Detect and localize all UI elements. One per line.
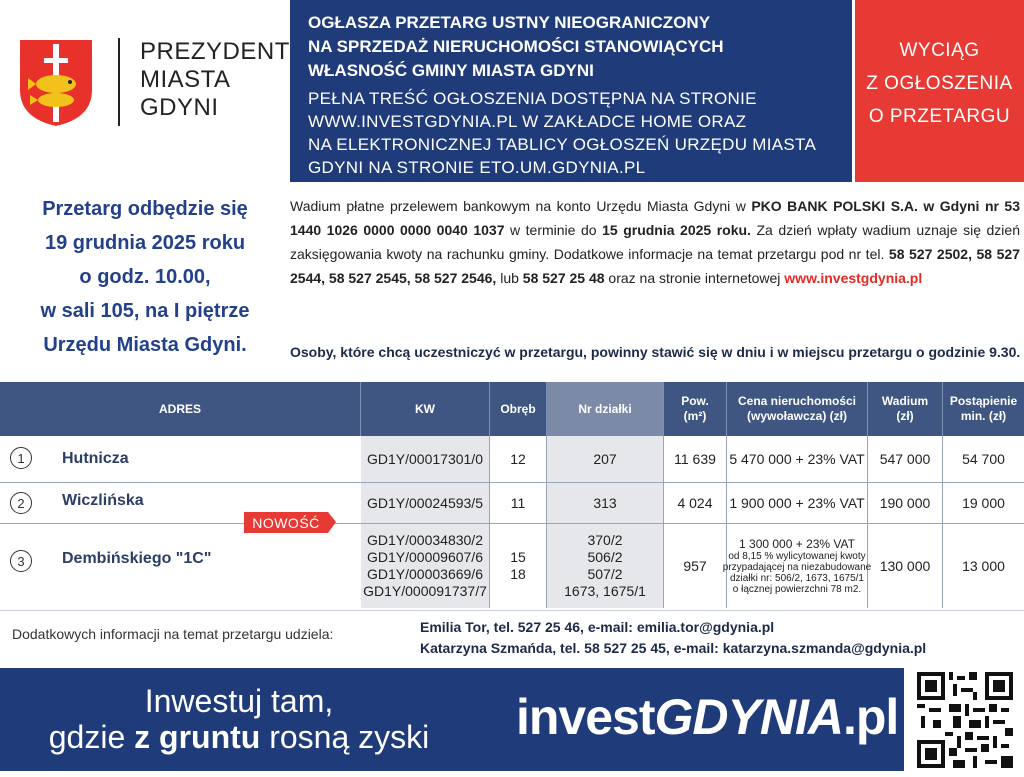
address: Hutnicza — [62, 450, 129, 467]
kw-number: GD1Y/00009607/6 — [367, 549, 483, 565]
event-line-2: 19 grudnia 2025 roku — [44, 232, 246, 254]
excerpt-line-3: O PRZETARGU — [868, 106, 1011, 127]
price-note: od 8,15 % wylicytowanej kwoty — [728, 551, 866, 562]
min-increment: 19 000 — [962, 495, 1005, 511]
contact-person-1[interactable]: Emilia Tor, tel. 527 25 46, e-mail: emilia.tor@gdynia.pl — [420, 619, 775, 635]
phone-number-last: 58 527 25 48 — [522, 270, 605, 286]
plot-number: 1673, 1675/1 — [564, 583, 646, 599]
deposit: 190 000 — [868, 483, 943, 523]
plot-numbers — [547, 524, 664, 608]
excerpt-line-1: WYCIĄG — [899, 40, 980, 61]
kw-number: GD1Y/00017301/0 — [361, 436, 490, 482]
address: Dembińskiego "1C" — [62, 550, 212, 567]
kw-number: GD1Y/00024593/5 — [361, 483, 490, 523]
table-row — [0, 483, 1024, 524]
col-header-kw: KW — [361, 382, 490, 436]
area: 11 639 — [664, 436, 727, 482]
table-row — [0, 524, 1024, 608]
event-line-5: Urzędu Miasta Gdyni. — [43, 334, 247, 356]
deposit: 547 000 — [868, 436, 943, 482]
col-header-wadium — [868, 382, 943, 436]
col-header-pow-1: Pow. — [681, 394, 709, 408]
slogan-line-1: Inwestuj tam, — [144, 683, 334, 719]
logo-text — [140, 38, 290, 122]
col-header-dzialka: Nr działki — [547, 382, 664, 436]
brand-part-1: invest — [516, 689, 655, 745]
header-info-line-3: NA ELEKTRONICZNEJ TABLICY OGŁOSZEŃ URZĘDU MIASTA — [308, 135, 817, 154]
kw-number: GD1Y/000091737/7 — [363, 583, 487, 599]
excerpt-line-2: Z OGŁOSZENIA — [866, 73, 1013, 94]
slogan-line-2 — [0, 719, 478, 756]
row-number: 1 — [10, 447, 32, 469]
deposit: 130 000 — [868, 524, 943, 608]
brand-part-3: .pl — [842, 689, 899, 745]
obreb-value: 15 — [510, 549, 526, 565]
event-line-3: o godz. 10.00, — [79, 266, 211, 288]
col-header-pow-2: (m²) — [683, 409, 707, 423]
deposit-deadline: 15 grudnia 2025 roku. — [602, 222, 751, 238]
row-number: 2 — [10, 492, 32, 514]
brand-part-2: GDYNIA — [654, 689, 843, 745]
min-increment: 13 000 — [962, 558, 1005, 574]
excerpt-label-box — [855, 0, 1024, 182]
contact-person-2[interactable]: Katarzyna Szmańda, tel. 58 527 25 45, e-mail: katarzyna.szmanda@gdynia.pl — [420, 640, 927, 656]
col-header-adres: ADRES — [0, 382, 361, 436]
price-note: działki nr: 506/2, 1673, 1675/1 — [730, 573, 864, 584]
col-header-pow — [664, 382, 727, 436]
obreb-value: 18 — [510, 566, 526, 582]
slogan-pre: gdzie — [48, 719, 135, 755]
obreb — [490, 524, 547, 608]
header-title-line-2: NA SPRZEDAŻ NIERUCHOMOŚCI STANOWIĄCYCH — [308, 37, 724, 56]
website-link[interactable]: www.investgdynia.pl — [784, 270, 923, 286]
col-header-postapienie — [943, 382, 1024, 436]
plot-number: 207 — [547, 436, 664, 482]
logo-line-1: PREZYDENT — [140, 38, 290, 65]
col-header-wadium-2: (zł) — [896, 409, 914, 423]
col-header-cena — [727, 382, 868, 436]
col-header-wadium-1: Wadium — [881, 394, 929, 408]
plot-number: 507/2 — [587, 566, 623, 582]
col-header-post-2: min. (zł) — [960, 409, 1007, 423]
event-line-1: Przetarg odbędzie się — [42, 198, 248, 220]
price-note: przypadającej na niezabudowane — [722, 562, 872, 573]
deposit-text-2: w terminie do — [504, 222, 603, 238]
area: 4 024 — [664, 483, 727, 523]
logo-line-3: GDYNI — [140, 94, 219, 121]
phone-numbers: 58 527 2502, 58 527 2544, 58 527 2545, 58 527 2546, — [290, 246, 1020, 286]
obreb: 11 — [490, 483, 547, 523]
logo-line-2: MIASTA — [140, 66, 231, 93]
kw-number: GD1Y/00034830/2 — [367, 532, 483, 548]
deposit-text-1: Wadium płatne przelewem bankowym na konto Urzędu Miasta Gdyni w — [290, 198, 752, 214]
contact-intro: Dodatkowych informacji na temat przetargu udziela: — [12, 626, 334, 642]
deposit-paragraph — [290, 194, 1020, 290]
event-line-4: w sali 105, na I piętrze — [40, 300, 250, 322]
deposit-text-5: oraz na stronie internetowej — [604, 270, 785, 286]
plot-number: 313 — [547, 483, 664, 523]
new-badge-tip — [328, 512, 336, 533]
deposit-info — [290, 194, 1020, 290]
event-info — [14, 192, 276, 362]
bank-account: PKO BANK POLSKI S.A. w Gdyni nr 53 1440 1026 0000 0000 0040 1037 — [290, 198, 1020, 238]
deposit-text-3: Za dzień wpłaty wadium uznaje się dzień zaksięgowania kwoty na rachunku gminy. Dodatkowe informacje na temat przetargu pod nr tel. — [290, 222, 1020, 262]
property-table — [0, 436, 1024, 608]
gdynia-coat-of-arms-icon — [18, 38, 94, 128]
price: 5 470 000 + 23% VAT — [727, 436, 868, 482]
new-badge: NOWOŚĆ — [244, 512, 328, 533]
header-info-line-2: WWW.INVESTGDYNIA.PL W ZAKŁADCE HOME ORAZ — [308, 112, 747, 131]
qr-code-icon[interactable] — [917, 672, 1013, 768]
header-title-line-1: OGŁASZA PRZETARG USTNY NIEOGRANICZONY — [308, 13, 711, 32]
price: 1 900 000 + 23% VAT — [727, 483, 868, 523]
min-increment: 54 700 — [962, 451, 1005, 467]
deposit-text-4: lub — [496, 270, 523, 286]
address: Wiczlińska — [62, 492, 144, 509]
slogan-post: rosną zyski — [260, 719, 430, 755]
attendance-notice: Osoby, które chcą uczestniczyć w przetargu, powinny stawić się w dniu i w miejscu przetargu o godzinie 9.30. — [290, 344, 1021, 360]
logo-divider — [118, 38, 120, 126]
price — [722, 524, 872, 608]
price-note: o łącznej powierzchni 78 m2. — [732, 584, 862, 595]
brand-logo[interactable] — [516, 688, 898, 746]
col-header-cena-2: (wywoławcza) (zł) — [746, 409, 847, 423]
price-value: 1 300 000 + 23% VAT — [739, 537, 855, 551]
header-info-line-4: GDYNI NA STRONIE ETO.UM.GDYNIA.PL — [308, 158, 646, 177]
plot-number: 506/2 — [587, 549, 623, 565]
row-number: 3 — [10, 550, 32, 572]
col-header-cena-1: Cena nieruchomości — [737, 394, 857, 408]
col-header-obreb: Obręb — [490, 382, 547, 436]
kw-number: GD1Y/00003669/6 — [367, 566, 483, 582]
table-row — [0, 436, 1024, 483]
kw-numbers — [361, 524, 490, 608]
area: 957 — [664, 524, 727, 608]
table-header — [0, 382, 1024, 436]
plot-number: 370/2 — [587, 532, 623, 548]
announcement-header — [290, 0, 852, 182]
header-title-line-3: WŁASNOŚĆ GMINY MIASTA GDYNI — [308, 61, 594, 80]
col-header-post-1: Postąpienie — [949, 394, 1018, 408]
header-info-line-1: PEŁNA TREŚĆ OGŁOSZENIA DOSTĘPNA NA STRONIE — [308, 89, 757, 108]
obreb: 12 — [490, 436, 547, 482]
slogan-bold: z gruntu — [134, 719, 261, 755]
